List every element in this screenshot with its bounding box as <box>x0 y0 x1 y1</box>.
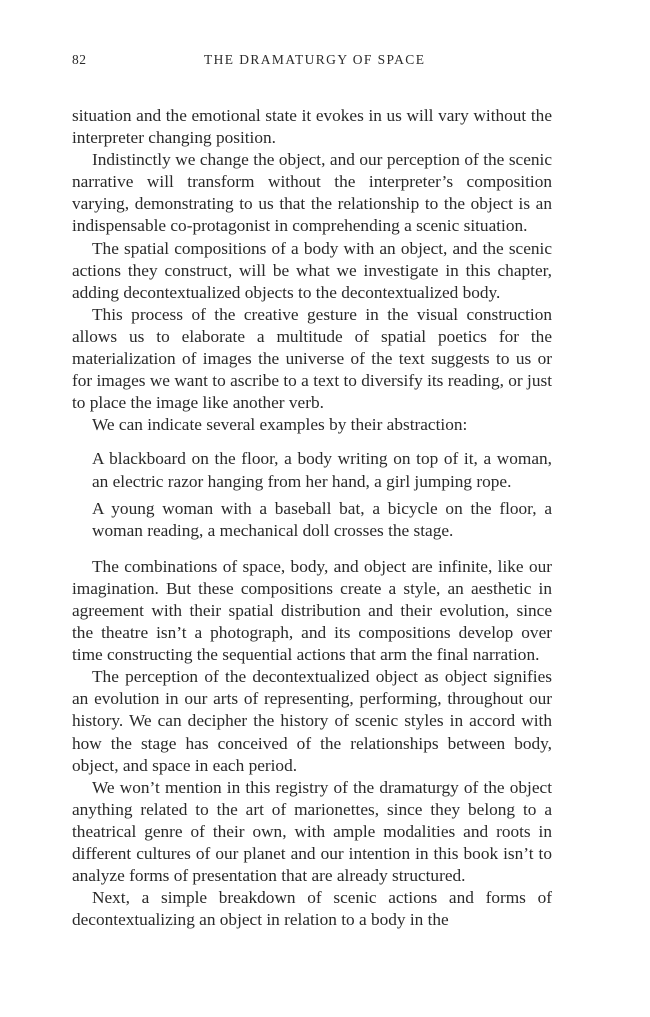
paragraph: The spatial compositions of a body with an object, and the scenic actions they construct, will be what we investigate in this chapter, adding decontextualized objects to the decontextualized body. <box>72 238 552 302</box>
paragraph: Next, a simple breakdown of scenic actions and forms of decontextualizing an object in relation to a body in the <box>72 888 552 930</box>
body-text <box>72 105 552 931</box>
example-item: A young woman with a baseball bat, a bicycle on the floor, a woman reading, a mechanical doll crosses the stage. <box>92 498 552 540</box>
paragraph: This process of the creative gesture in the visual construction allows us to elaborate a multitude of spatial poetics for the materialization of images the universe of the text suggests to us or for images we want to ascribe to a text to diversify its reading, or just to place the image like another verb. <box>72 304 552 413</box>
running-head <box>72 52 560 72</box>
paragraph: We won’t mention in this registry of the dramaturgy of the object anything related to the art of marionettes, since they belong to a theatrical genre of their own, with ample modalities and roots in different cultures of our planet and our intention in this book isn’t to analyze forms of presentation that are already structured. <box>72 777 552 886</box>
paragraph: The combinations of space, body, and object are infinite, like our imagination. But these compositions create a style, an aesthetic in agreement with their spatial distribution and their evolution, since the theatre isn’t a photograph, and its compositions develop over time constructing the sequential actions that arm the final narration. <box>72 556 552 665</box>
example-item: A blackboard on the floor, a body writing on top of it, a woman, an electric razor hanging from her hand, a girl jumping rope. <box>92 449 552 491</box>
paragraph: Indistinctly we change the object, and our perception of the scenic narrative will transform without the interpreter’s composition varying, demonstrating to us that the relationship to the object is an indispensable co-protagonist in comprehending a scenic situation. <box>72 150 552 236</box>
page-number: 82 <box>72 52 87 67</box>
paragraph: The perception of the decontextualized object as object signifies an evolution in our arts of representing, performing, throughout our history. We can decipher the history of scenic styles in accord with how the stage has conceived of the relationships between body, object, and space in each period. <box>72 667 552 775</box>
paragraph-continuation: situation and the emotional state it evokes in us will vary without the interpreter changing position. <box>72 106 552 148</box>
running-title: THE DRAMATURGY OF SPACE <box>204 52 426 67</box>
paragraph: We can indicate several examples by their abstraction: <box>92 415 468 435</box>
example-block <box>92 448 552 541</box>
